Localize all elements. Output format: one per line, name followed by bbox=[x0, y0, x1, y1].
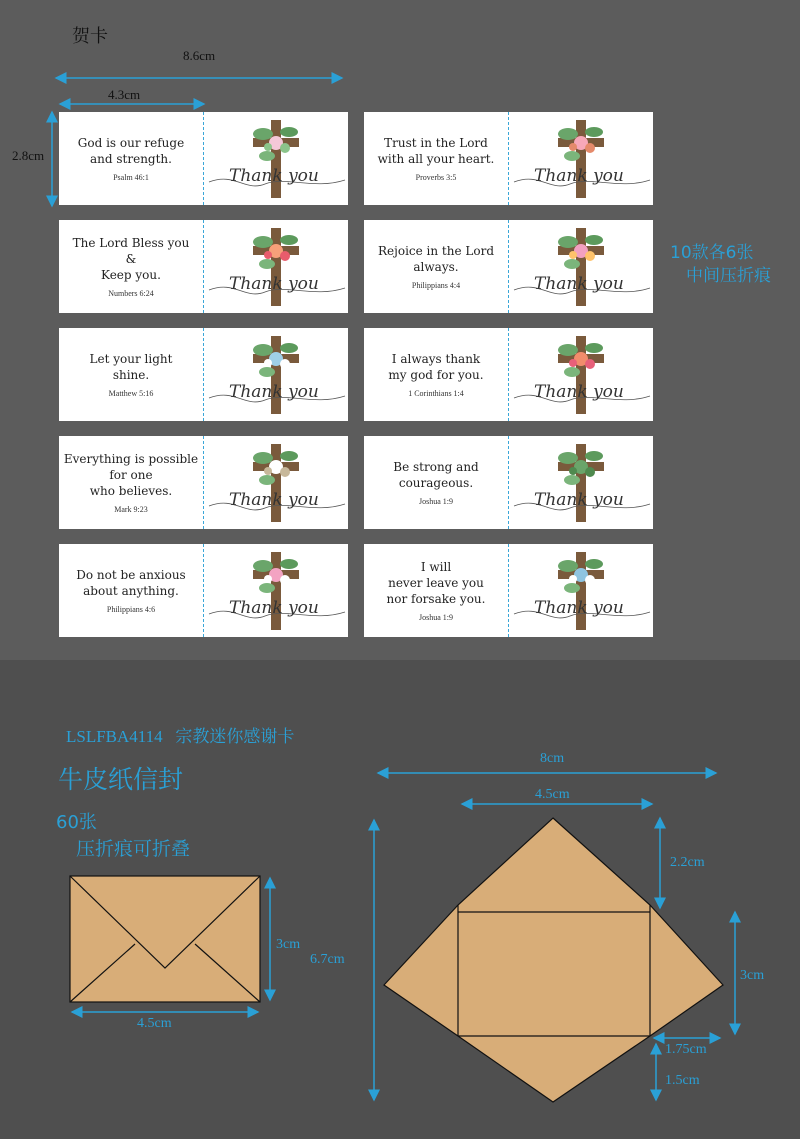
thank-you-text: Thank you bbox=[534, 490, 624, 510]
card-width-label: 8.6cm bbox=[183, 48, 216, 63]
card-verse-reference: Joshua 1:9 bbox=[419, 613, 453, 622]
card-height-label: 2.8cm bbox=[12, 148, 45, 163]
thank-you-text: Thank you bbox=[534, 274, 624, 294]
product-code-line: LSLFBA4114 宗教迷你感谢卡 bbox=[66, 727, 295, 746]
card-note-line1: 10款各6张 bbox=[670, 243, 754, 263]
envelope-count: 60张 bbox=[56, 812, 97, 833]
thank-you-text: Thank you bbox=[229, 166, 319, 186]
envelope-fold-note: 压折痕可折叠 bbox=[76, 838, 191, 860]
closed-width-label: 4.5cm bbox=[137, 1016, 172, 1031]
card-verse-text: Trust in the Lord with all your heart. bbox=[377, 136, 495, 166]
card-verse-reference: Matthew 5:16 bbox=[108, 389, 154, 398]
closed-envelope bbox=[70, 876, 260, 1002]
thank-you-text: Thank you bbox=[534, 166, 624, 186]
card-verse-reference: Philippians 4:6 bbox=[106, 605, 156, 614]
card-verse-text: Do not be anxious about anything. bbox=[76, 568, 186, 598]
card-half-width-label: 4.3cm bbox=[108, 87, 141, 102]
card-verse-reference: Proverbs 3:5 bbox=[415, 173, 457, 182]
card-verse-reference: Numbers 6:24 bbox=[108, 289, 154, 298]
card-verse-text: I always thank my god for you. bbox=[388, 352, 484, 382]
card-verse-text: Rejoice in the Lord always. bbox=[377, 244, 494, 274]
thank-you-text: Thank you bbox=[534, 598, 624, 618]
top-flap-label: 2.2cm bbox=[670, 855, 705, 870]
thank-you-text: Thank you bbox=[229, 382, 319, 402]
card-verse-reference: Mark 9:23 bbox=[114, 505, 148, 514]
envelope-title: 牛皮纸信封 bbox=[58, 765, 184, 794]
card-verse-reference: Philippians 4:4 bbox=[411, 281, 461, 290]
total-height-label: 6.7cm bbox=[310, 952, 345, 967]
bottom-flap-label: 1.5cm bbox=[665, 1073, 700, 1088]
card-verse-reference: 1 Corinthians 1:4 bbox=[408, 389, 464, 398]
card-note-line2: 中间压折痕 bbox=[686, 266, 771, 286]
card-verse-reference: Joshua 1:9 bbox=[419, 497, 453, 506]
card-verse-text: Let your light shine. bbox=[89, 352, 173, 382]
thank-you-text: Thank you bbox=[534, 382, 624, 402]
card-verse-text: God is our refuge and strength. bbox=[77, 136, 185, 166]
card-verse-reference: Psalm 46:1 bbox=[113, 173, 149, 182]
card-verse-text: The Lord Bless you & Keep you. bbox=[72, 236, 190, 282]
card-verse-text: Be strong and courageous. bbox=[393, 460, 479, 490]
card-verse-text: Everything is possible for one who believes. bbox=[63, 452, 199, 498]
open-width-label: 8cm bbox=[540, 751, 565, 766]
side-height-label: 3cm bbox=[740, 968, 765, 983]
thank-you-text: Thank you bbox=[229, 490, 319, 510]
thank-you-text: Thank you bbox=[229, 274, 319, 294]
section-title: 贺卡 bbox=[72, 26, 108, 47]
thank-you-text: Thank you bbox=[229, 598, 319, 618]
closed-height-label: 3cm bbox=[276, 937, 301, 952]
card-verse-text: I will never leave you nor forsake you. bbox=[386, 560, 486, 606]
open-inner-width-label: 4.5cm bbox=[535, 787, 570, 802]
side-flap-label: 1.75cm bbox=[665, 1042, 707, 1057]
